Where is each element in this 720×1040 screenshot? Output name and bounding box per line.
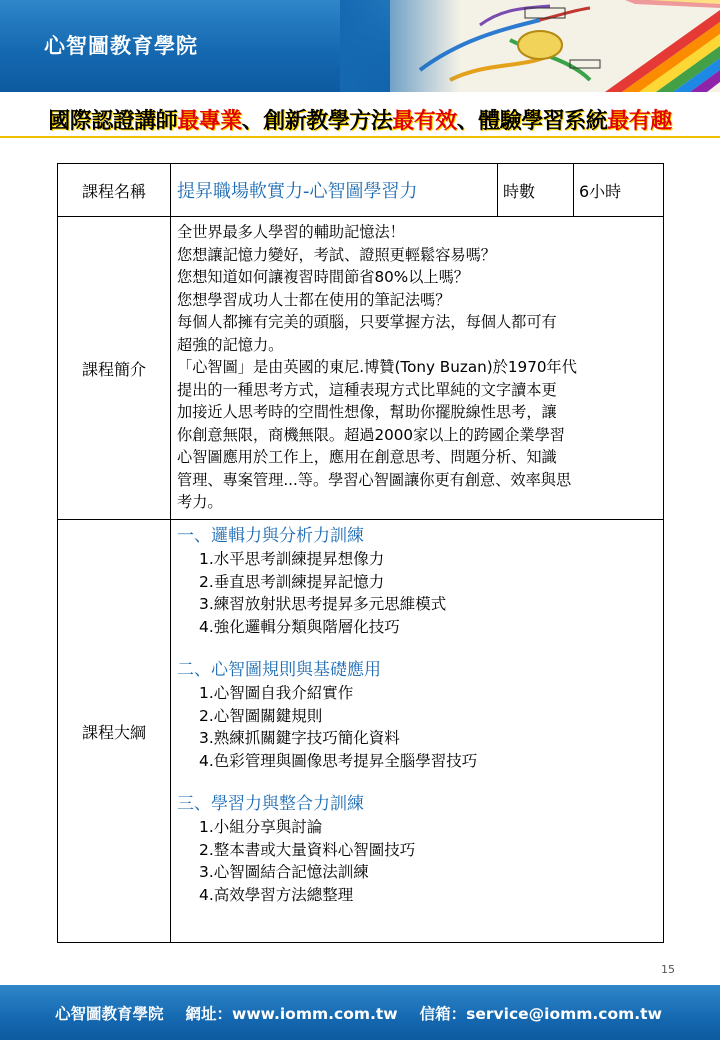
section-item: 2.心智圖關鍵規則 bbox=[199, 706, 323, 725]
page-number: 15 bbox=[661, 963, 675, 976]
hours-value: 6小時 bbox=[579, 181, 622, 201]
section-item: 3.心智圖結合記憶法訓練 bbox=[199, 863, 369, 881]
footer-email[interactable]: 信箱：service@iomm.com.tw bbox=[419, 1004, 662, 1023]
tagline bbox=[0, 104, 720, 135]
course-outline-content bbox=[171, 520, 663, 942]
section-item: 1.水平思考訓練提昇想像力 bbox=[199, 550, 385, 568]
course-name-value: 提昇職場軟實力-心智圖學習力 bbox=[171, 164, 498, 216]
hours-label: 時數 bbox=[498, 164, 574, 216]
section-spacer bbox=[177, 772, 659, 792]
tagline-highlight: 最有趣 bbox=[607, 109, 672, 134]
tagline-part: 國際認證講師 bbox=[48, 109, 178, 134]
course-outline-row bbox=[58, 520, 663, 942]
footer-banner bbox=[0, 985, 720, 1040]
tagline-part: 、體驗學習系統 bbox=[456, 109, 608, 134]
section-title: 二、心智圖規則與基礎應用 bbox=[177, 660, 381, 680]
footer-contact bbox=[55, 1002, 684, 1024]
tagline-highlight: 最專業 bbox=[177, 109, 242, 134]
tagline-part: 、創新教學方法 bbox=[241, 109, 393, 134]
intro-line: 考力。 bbox=[177, 493, 223, 511]
header-fade bbox=[340, 0, 460, 92]
intro-line: 加接近人思考時的空間性想像，幫助你擺脫線性思考，讓 bbox=[177, 403, 557, 421]
section-title: 三、學習力與整合力訓練 bbox=[177, 794, 364, 814]
intro-line: 超強的記憶力。 bbox=[177, 335, 284, 354]
section-item: 4.強化邏輯分類與階層化技巧 bbox=[199, 617, 400, 636]
intro-line: 管理、專案管理...等。學習心智圖讓你更有創意、效率與思 bbox=[177, 470, 572, 489]
section-title: 一、邏輯力與分析力訓練 bbox=[177, 526, 364, 546]
section-item: 2.整本書或大量資料心智圖技巧 bbox=[199, 840, 416, 859]
course-intro-text bbox=[171, 217, 663, 519]
section-item: 2.垂直思考訓練提昇記憶力 bbox=[199, 572, 385, 591]
tagline-highlight: 最有效 bbox=[392, 109, 457, 134]
course-name-row bbox=[58, 164, 663, 217]
section-item: 3.熟練抓關鍵字技巧簡化資料 bbox=[199, 729, 400, 747]
intro-line: 每個人都擁有完美的頭腦，只要掌握方法，每個人都可有 bbox=[177, 313, 557, 331]
footer-org: 心智圖教育學院 bbox=[55, 1004, 164, 1023]
intro-line: 心智圖應用於工作上，應用在創意思考、問題分析、知識 bbox=[177, 448, 557, 466]
section-item: 4.高效學習方法總整理 bbox=[199, 885, 354, 904]
intro-line: 你創意無限，商機無限。超過2000家以上的跨國企業學習 bbox=[177, 425, 565, 444]
course-intro-label: 課程簡介 bbox=[58, 217, 171, 519]
section-spacer bbox=[177, 638, 659, 658]
footer-website[interactable]: 網址：www.iomm.com.tw bbox=[185, 1004, 398, 1023]
intro-line: 全世界最多人學習的輔助記憶法！ bbox=[177, 223, 405, 241]
course-name-label: 課程名稱 bbox=[58, 164, 171, 216]
course-table bbox=[57, 163, 664, 943]
section-item: 1.心智圖自我介紹實作 bbox=[199, 684, 354, 702]
tagline-underline bbox=[0, 136, 720, 138]
section-item: 4.色彩管理與圖像思考提昇全腦學習技巧 bbox=[199, 751, 478, 770]
section-item: 3.練習放射狀思考提昇多元思維模式 bbox=[199, 595, 447, 613]
intro-line: 您想讓記憶力變好，考試、證照更輕鬆容易嗎？ bbox=[177, 245, 496, 264]
intro-line: 您想學習成功人士都在使用的筆記法嗎？ bbox=[177, 290, 451, 309]
header-title: 心智圖教育學院 bbox=[44, 34, 198, 58]
intro-line: 您想知道如何讓複習時間節省80%以上嗎？ bbox=[177, 268, 469, 286]
course-outline-label: 課程大綱 bbox=[58, 520, 171, 942]
header-banner bbox=[0, 0, 720, 92]
intro-line: 「心智圖」是由英國的東尼.博贊(Tony Buzan)於1970年代 bbox=[177, 358, 577, 376]
section-item: 1.小組分享與討論 bbox=[199, 818, 323, 836]
course-intro-row bbox=[58, 217, 663, 520]
intro-line: 提出的一種思考方式，這種表現方式比單純的文字讀本更 bbox=[177, 380, 557, 399]
